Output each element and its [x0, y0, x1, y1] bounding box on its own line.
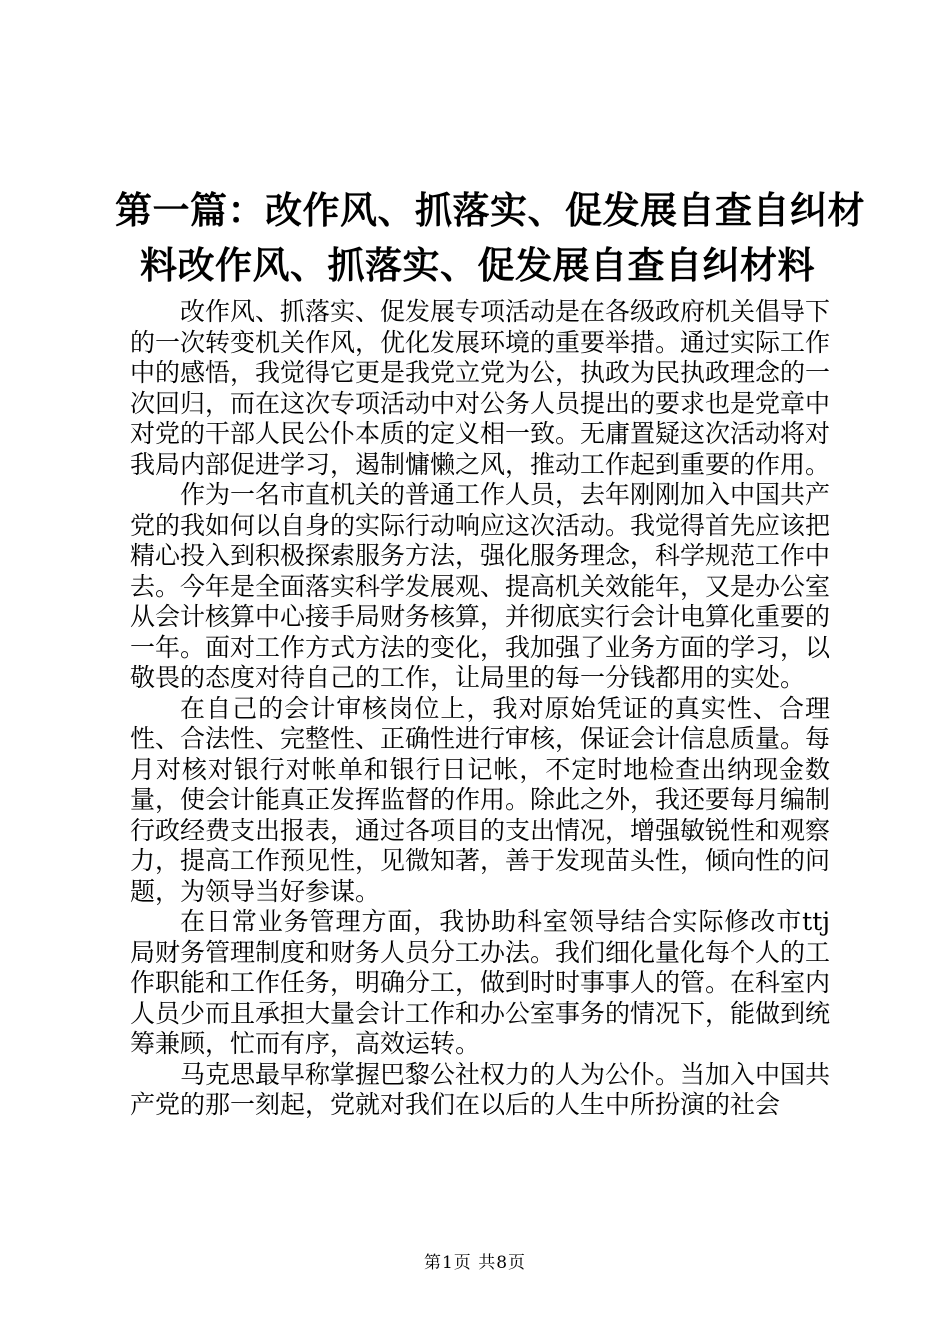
body-paragraph: 在日常业务管理方面，我协助科室领导结合实际修改市ttj局财务管理制度和财务人员分工办法。我们细化量化每个人的工作职能和工作任务，明确分工，做到时时事事人的管。在科室内人员少而且承担大量会计工作和办公室事务的情况下，能做到统筹兼顾，忙而有序，高效运转。	[130, 907, 831, 1058]
page-footer: 第1页 共8页	[423, 1253, 527, 1273]
body-paragraph: 作为一名市直机关的普通工作人员，去年刚刚加入中国共产党的我如何以自身的实际行动响应这次活动。我觉得首先应该把精心投入到积极探索服务方法，强化服务理念，科学规范工作中去。今年是全面落实科学发展观、提高机关效能年，又是办公室从会计核算中心接手局财务核算，并彻底实行会计电算化重要的一年。面对工作方式方法的变化，我加强了业务方面的学习，以敬畏的态度对待自己的工作，让局里的每一分钱都用的实处。	[130, 480, 831, 692]
title-line: 料改作风、抓落实、促发展自查自纠材料	[140, 243, 815, 287]
document-body	[130, 297, 830, 1121]
title-line: 第一篇：改作风、抓落实、促发展自查自纠材	[115, 188, 865, 232]
document-title	[115, 183, 865, 293]
body-paragraph: 在自己的会计审核岗位上，我对原始凭证的真实性、合理性、合法性、完整性、正确性进行审核，保证会计信息质量。每月对核对银行对帐单和银行日记帐，不定时地检查出纳现金数量，使会计能真正发挥监督的作用。除此之外，我还要每月编制行政经费支出报表，通过各项目的支出情况，增强敏锐性和观察力，提高工作预见性，见微知著，善于发现苗头性，倾向性的问题，为领导当好参谋。	[130, 693, 831, 906]
body-paragraph: 马克思最早称掌握巴黎公社权力的人为公仆。当加入中国共产党的那一刻起，党就对我们在以后的人生中所扮演的社会	[130, 1059, 831, 1119]
body-paragraph: 改作风、抓落实、促发展专项活动是在各级政府机关倡导下的一次转变机关作风，优化发展环境的重要举措。通过实际工作中的感悟，我觉得它更是我党立党为公，执政为民执政理念的一次回归，而在这次专项活动中对公务人员提出的要求也是党章中对党的干部人民公仆本质的定义相一致。无庸置疑这次活动将对我局内部促进学习，遏制慵懒之风，推动工作起到重要的作用。	[130, 297, 831, 479]
